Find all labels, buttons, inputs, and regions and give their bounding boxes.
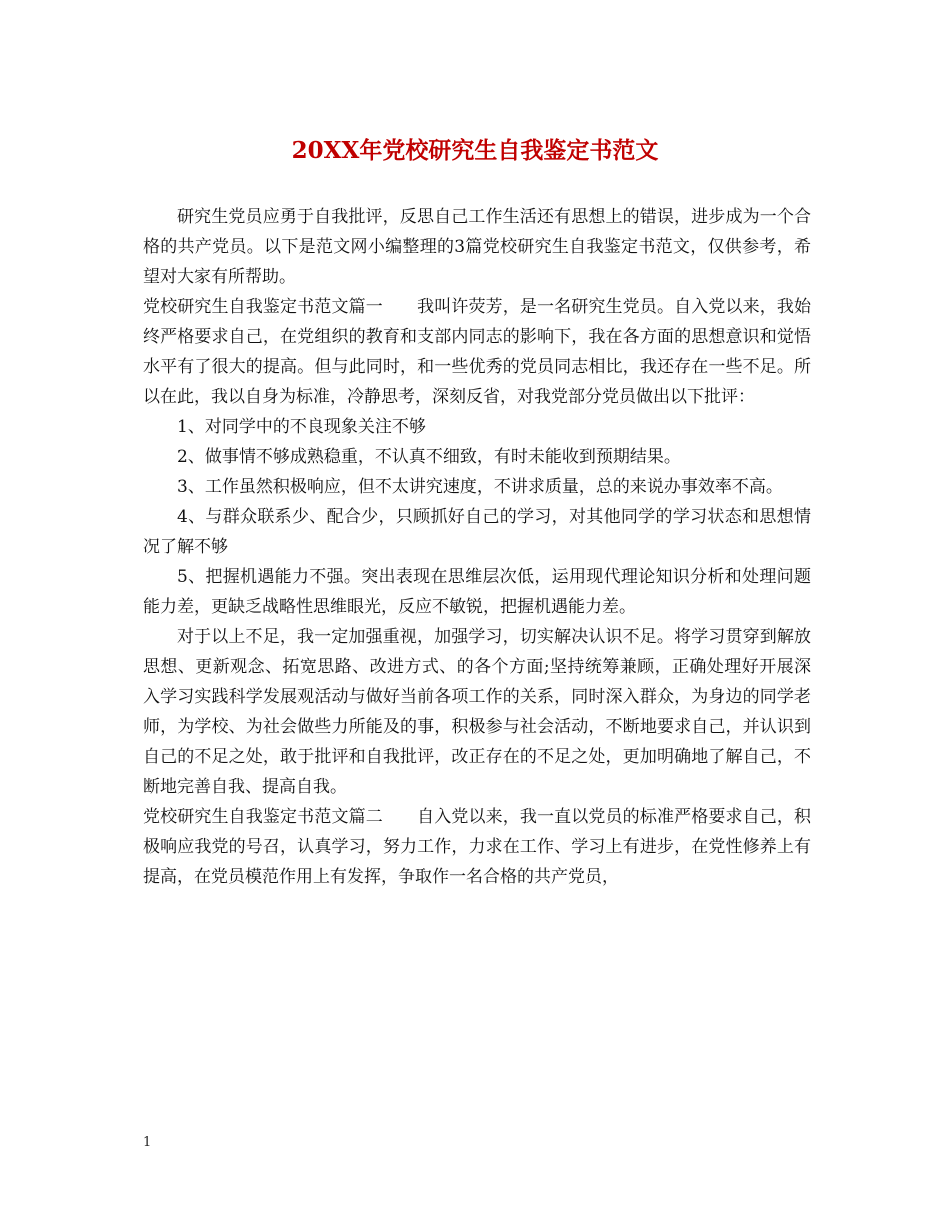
list-item-1: 1、对同学中的不良现象关注不够 <box>177 417 426 437</box>
list-item-5: 5、把握机遇能力不强。突出表现在思维层次低，运用现代理论知识分析和处理问题能力差，更缺乏战略性思维眼光，反应不敏锐，把握机遇能力差。 <box>143 567 811 617</box>
list-item-2: 2、做事情不够成熟稳重，不认真不细致，有时未能收到预期结果。 <box>177 447 681 467</box>
paragraph-sample-one: 党校研究生自我鉴定书范文篇一 我叫许荧芳，是一名研究生党员。自入党以来，我始终严格要求自己，在党组织的教育和支部内同志的影响下，我在各方面的思想意识和觉悟水平有了很大的提高。但与此同时，和一些优秀的党员同志相比，我还存在一些不足。所以在此，我以自身为标准，冷静思考，深刻反省，对我党部分党员做出以下批评： <box>143 297 811 407</box>
page-number: 1 <box>143 1135 152 1150</box>
paragraph-sample-two: 党校研究生自我鉴定书范文篇二 自入党以来，我一直以党员的标准严格要求自己，积极响应我党的号召，认真学习，努力工作，力求在工作、学习上有进步，在党性修养上有提高，在党员模范作用上有发挥，争取作一名合格的共产党员， <box>143 807 811 887</box>
list-item-3: 3、工作虽然积极响应，但不太讲究速度，不讲求质量，总的来说办事效率不高。 <box>177 477 783 497</box>
paragraph-intro: 研究生党员应勇于自我批评，反思自己工作生活还有思想上的错误，进步成为一个合格的共产党员。以下是范文网小编整理的3篇党校研究生自我鉴定书范文，仅供参考，希望对大家有所帮助。 <box>143 207 811 287</box>
document-title: 20XX年党校研究生自我鉴定书范文 <box>291 137 659 164</box>
document-body <box>143 202 811 892</box>
paragraph-improvement: 对于以上不足，我一定加强重视，加强学习，切实解决认识不足。将学习贯穿到解放思想、更新观念、拓宽思路、改进方式、的各个方面;坚持统筹兼顾，正确处理好开展深入学习实践科学发展观活动与做好当前各项工作的关系，同时深入群众，为身边的同学老师，为学校、为社会做些力所能及的事，积极参与社会活动，不断地要求自己，并认识到自己的不足之处，敢于批评和自我批评，改正存在的不足之处，更加明确地了解自己，不断地完善自我、提高自我。 <box>143 627 811 797</box>
list-item-4: 4、与群众联系少、配合少，只顾抓好自己的学习，对其他同学的学习状态和思想情况了解不够 <box>143 507 811 557</box>
